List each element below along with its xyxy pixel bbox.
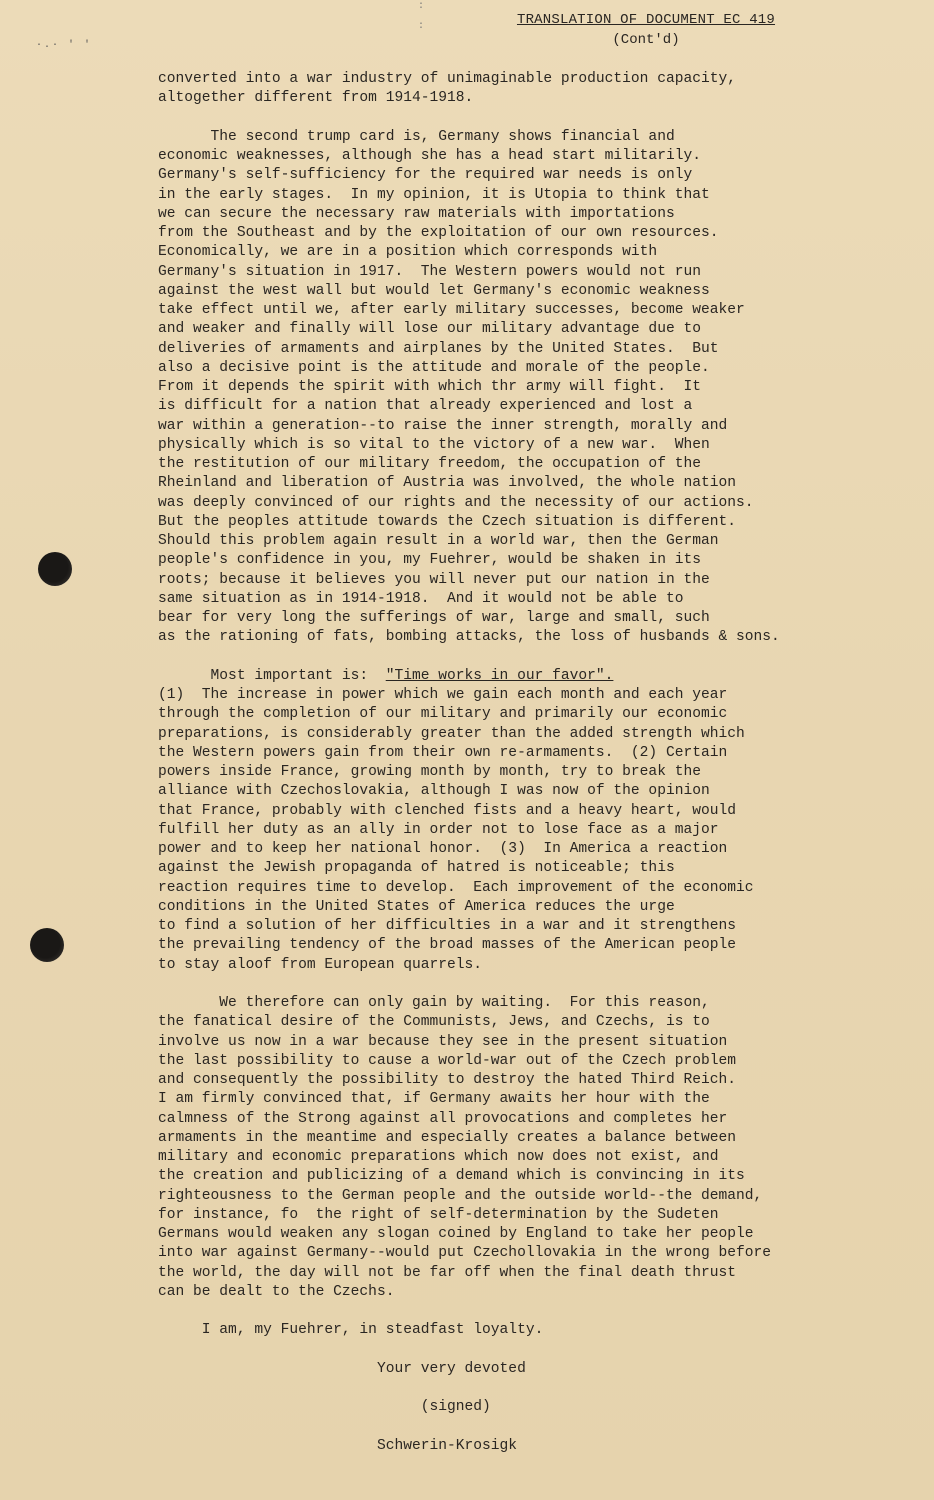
text-line: the world, the day will not be far off when the final death thrust bbox=[158, 1264, 737, 1281]
punch-hole-icon bbox=[38, 552, 72, 586]
margin-marks: ·.· ' ' bbox=[36, 40, 93, 51]
text-line: economic weaknesses, although she has a head start militarily. bbox=[158, 148, 701, 164]
text-line: people's confidence in you, my Fuehrer, would be shaken in its bbox=[158, 552, 701, 569]
paragraph-lead-line bbox=[158, 667, 858, 686]
text-line: and consequently the possibility to destroy the hated Third Reich. bbox=[158, 1072, 737, 1088]
staple-mark: : : bbox=[418, 1, 425, 32]
signed-note: (signed) bbox=[158, 1399, 491, 1416]
paragraph bbox=[158, 994, 858, 1302]
text-line: roots; because it believes you will never put our nation in the bbox=[158, 571, 710, 588]
text-line: that France, probably with clenched fists and a heavy heart, would bbox=[158, 802, 737, 819]
paragraph bbox=[158, 128, 858, 648]
text-line: war within a generation--to raise the inner strength, morally and bbox=[158, 417, 728, 434]
text-line: Economically, we are in a position which corresponds with bbox=[158, 244, 658, 261]
text-line: Germany's situation in 1917. The Western powers would not run bbox=[158, 263, 701, 280]
text-line: through the completion of our military and primarily our economic bbox=[158, 706, 728, 723]
text-line: to stay aloof from European quarrels. bbox=[158, 956, 483, 973]
text-line: can be dealt to the Czechs. bbox=[158, 1283, 395, 1300]
text-line: from the Southeast and by the exploitation of our own resources. bbox=[158, 225, 719, 241]
paragraph bbox=[158, 667, 858, 975]
text-line: converted into a war industry of unimaginable production capacity, bbox=[158, 71, 737, 87]
text-line: take effect until we, after early military successes, become weaker bbox=[158, 302, 745, 318]
text-line: altogether different from 1914-1918. bbox=[158, 90, 474, 107]
text-line: deliveries of armaments and airplanes by the United States. But bbox=[158, 340, 719, 357]
text-line: conditions in the United States of America reduces the urge bbox=[158, 898, 675, 915]
text-line: I am firmly convinced that, if Germany awaits her hour with the bbox=[158, 1091, 710, 1108]
paragraph-gap bbox=[158, 1379, 858, 1398]
text-line: preparations, is considerably greater than the added strength which bbox=[158, 725, 745, 742]
paragraph-gap bbox=[158, 1341, 858, 1360]
text-line: But the peoples attitude towards the Czech situation is different. bbox=[158, 513, 737, 530]
text-line: reaction requires time to develop. Each improvement of the economic bbox=[158, 879, 754, 896]
document-header bbox=[496, 10, 796, 50]
emphasized-quote: "Time works in our favor". bbox=[385, 667, 614, 684]
paragraph-gap bbox=[158, 648, 858, 667]
text-line: armaments in the meantime and especially creates a balance between bbox=[158, 1129, 737, 1146]
text-line: From it depends the spirit with which thr army will fight. It bbox=[158, 379, 701, 395]
text-line: We therefore can only gain by waiting. For this reason, bbox=[158, 995, 710, 1011]
text-line: fulfill her duty as an ally in order not to lose face as a major bbox=[158, 821, 719, 838]
text-line: the Western powers gain from their own re-armaments. (2) Certain bbox=[158, 744, 728, 761]
text-line: the fanatical desire of the Communists, Jews, and Czechs, is to bbox=[158, 1014, 710, 1031]
text-line: and weaker and finally will lose our military advantage due to bbox=[158, 321, 701, 338]
text-line: as the rationing of fats, bombing attacks, the loss of husbands & sons. bbox=[158, 629, 780, 646]
text-line: against the Jewish propaganda of hatred is noticeable; this bbox=[158, 860, 675, 877]
closing-valediction: Your very devoted bbox=[158, 1360, 526, 1377]
paragraph-gap bbox=[158, 1418, 858, 1437]
text-line: power and to keep her national honor. (3) In America a reaction bbox=[158, 841, 728, 857]
text-line: the creation and publicizing of a demand which is convincing in its bbox=[158, 1168, 745, 1185]
text-line: calmness of the Strong against all provocations and completes her bbox=[158, 1110, 728, 1127]
text-line: against the west wall but would let Germany's economic weakness bbox=[158, 282, 710, 299]
paragraph-gap bbox=[158, 975, 858, 994]
document-body bbox=[158, 70, 858, 1456]
paragraph-gap bbox=[158, 109, 858, 128]
text-line: into war against Germany--would put Czechollovakia in the wrong before bbox=[158, 1245, 772, 1262]
text-line: the prevailing tendency of the broad masses of the American people bbox=[158, 937, 737, 954]
text-line: for instance, fo the right of self-determination by the Sudeten bbox=[158, 1206, 719, 1223]
text-line: the restitution of our military freedom, the occupation of the bbox=[158, 456, 701, 472]
text-line: involve us now in a war because they see in the present situation bbox=[158, 1033, 728, 1050]
document-title: TRANSLATION OF DOCUMENT EC 419 bbox=[516, 12, 776, 28]
text-line: alliance with Czechoslovakia, although I was now of the opinion bbox=[158, 783, 710, 800]
text-line: is difficult for a nation that already experienced and lost a bbox=[158, 398, 693, 415]
text-line: was deeply convinced of our rights and the necessity of our actions. bbox=[158, 494, 754, 511]
text-line: we can secure the necessary raw materials with importations bbox=[158, 205, 675, 222]
text-line: military and economic preparations which now does not exist, and bbox=[158, 1149, 719, 1165]
text-line: The second trump card is, Germany shows financial and bbox=[158, 128, 675, 145]
text-line: bear for very long the sufferings of war, large and small, such bbox=[158, 610, 710, 626]
text-line: Rheinland and liberation of Austria was involved, the whole nation bbox=[158, 475, 737, 492]
text-line: Should this problem again result in a world war, then the German bbox=[158, 533, 719, 549]
signatory-name: Schwerin-Krosigk bbox=[158, 1437, 518, 1454]
text-line: same situation as in 1914-1918. And it would not be able to bbox=[158, 590, 684, 607]
lead-text: Most important is: bbox=[158, 667, 386, 684]
text-line: Germans would weaken any slogan coined by England to take her people bbox=[158, 1226, 754, 1242]
paragraph bbox=[158, 70, 858, 109]
text-line: to find a solution of her difficulties in a war and it strengthens bbox=[158, 918, 737, 934]
punch-hole-icon bbox=[30, 928, 64, 962]
text-line: powers inside France, growing month by month, try to break the bbox=[158, 764, 701, 780]
text-line: physically which is so vital to the victory of a new war. When bbox=[158, 436, 710, 453]
closing-salutation: I am, my Fuehrer, in steadfast loyalty. bbox=[158, 1322, 544, 1339]
text-line: righteousness to the German people and the outside world--the demand, bbox=[158, 1187, 763, 1204]
text-line: the last possibility to cause a world-war out of the Czech problem bbox=[158, 1052, 737, 1069]
document-subtitle: (Cont'd) bbox=[612, 32, 680, 48]
text-line: Germany's self-sufficiency for the required war needs is only bbox=[158, 167, 693, 184]
text-line: (1) The increase in power which we gain each month and each year bbox=[158, 687, 728, 703]
paragraph-gap bbox=[158, 1302, 858, 1321]
text-line: also a decisive point is the attitude and morale of the people. bbox=[158, 359, 710, 376]
text-line: in the early stages. In my opinion, it is Utopia to think that bbox=[158, 186, 710, 203]
